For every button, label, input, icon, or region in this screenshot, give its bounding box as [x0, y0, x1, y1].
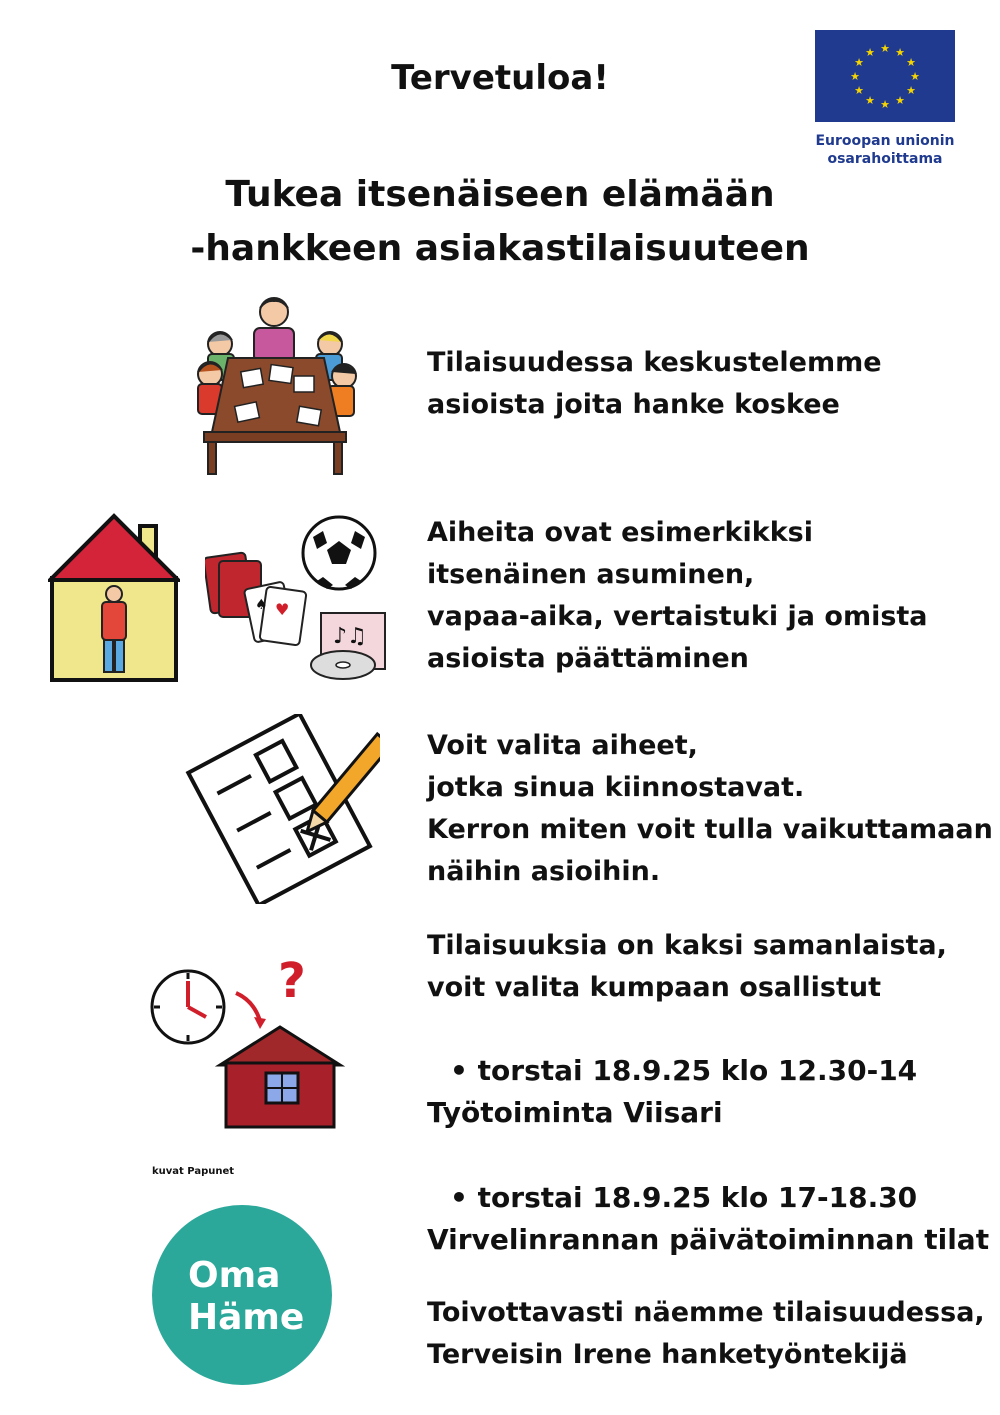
svg-text:★: ★ [910, 70, 920, 83]
closing-paragraph [427, 1292, 985, 1376]
event-2-time: • torstai 18.9.25 klo 17-18.30 [450, 1181, 918, 1214]
closing-line: Toivottavasti näemme tilaisuudessa, [427, 1297, 985, 1328]
choose-line: Kerron miten voit tulla vaikuttamaan [427, 814, 993, 845]
intro-paragraph [427, 342, 882, 426]
leisure-icon [205, 515, 390, 685]
svg-text:★: ★ [854, 56, 864, 69]
choose-line: Voit valita aiheet, [427, 730, 698, 761]
svg-text:★: ★ [850, 70, 860, 83]
svg-text:♪♫: ♪♫ [333, 624, 367, 649]
svg-text:★: ★ [854, 84, 864, 97]
events-intro-line: voit valita kumpaan osallistut [427, 972, 881, 1003]
svg-text:★: ★ [895, 46, 905, 59]
event-1-place: Työtoiminta Viisari [427, 1096, 723, 1129]
title-line-1: Tukea itsenäiseen elämään [225, 174, 775, 215]
svg-text:★: ★ [880, 42, 890, 55]
event-2-when: torstai 18.9.25 klo 17-18.30 [477, 1181, 918, 1214]
eu-badge [815, 30, 955, 168]
choose-line: jotka sinua kiinnostavat. [427, 772, 805, 803]
events-intro-line: Tilaisuuksia on kaksi samanlaista, [427, 930, 947, 961]
intro-line: Tilaisuudessa keskustelemme [427, 347, 882, 378]
eu-caption-line-2: osarahoittama [827, 151, 943, 167]
checklist-icon [180, 714, 380, 904]
svg-text:♥: ♥ [275, 600, 290, 619]
intro-line: asioista joita hanke koskee [427, 389, 840, 420]
oma-logo-line-2: Häme [188, 1297, 305, 1338]
topics-line: vapaa-aika, vertaistuki ja omista [427, 601, 928, 632]
svg-text:★: ★ [865, 46, 875, 59]
time-place-icon [150, 955, 345, 1140]
svg-text:★: ★ [895, 94, 905, 107]
oma-logo-line-1: Oma [188, 1255, 281, 1296]
image-credit: kuvat Papunet [152, 1166, 235, 1177]
home-person-icon [48, 512, 180, 684]
svg-text:★: ★ [906, 84, 916, 97]
svg-text:★: ★ [880, 98, 890, 111]
closing-line: Terveisin Irene hanketyöntekijä [427, 1339, 908, 1370]
choose-paragraph [427, 725, 993, 893]
svg-text:★: ★ [906, 56, 916, 69]
svg-text:♠: ♠ [255, 597, 268, 613]
event-2-place: Virvelinrannan päivätoiminnan tilat [427, 1223, 990, 1256]
event-1-time: • torstai 18.9.25 klo 12.30-14 [450, 1054, 918, 1087]
oma-hame-logo [152, 1205, 332, 1385]
topics-paragraph [427, 512, 928, 680]
topics-line: itsenäinen asuminen, [427, 559, 755, 590]
topics-line: asioista päättäminen [427, 643, 749, 674]
greeting: Tervetuloa! [391, 58, 609, 98]
eu-caption-line-1: Euroopan unionin [815, 133, 955, 149]
svg-text:★: ★ [865, 94, 875, 107]
meeting-table-icon [190, 292, 360, 477]
title-line-2: -hankkeen asiakastilaisuuteen [190, 228, 810, 269]
eu-caption [815, 132, 955, 168]
topics-line: Aiheita ovat esimerkikksi [427, 517, 813, 548]
eu-flag-icon [815, 30, 955, 122]
choose-line: näihin asioihin. [427, 856, 661, 887]
svg-text:?: ? [278, 955, 306, 1009]
events-intro-paragraph [427, 925, 947, 1009]
page-title [0, 168, 1000, 276]
event-1-when: torstai 18.9.25 klo 12.30-14 [477, 1054, 918, 1087]
